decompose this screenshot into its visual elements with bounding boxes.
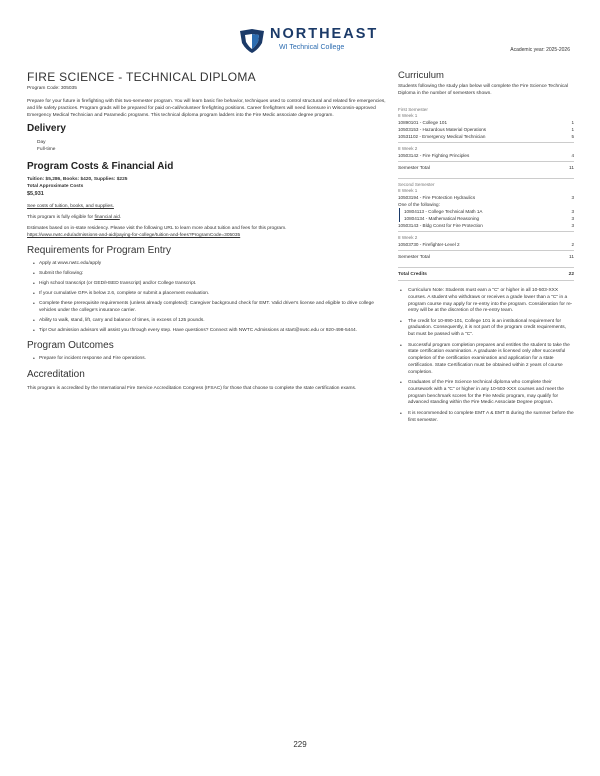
list-item: • Graduates of the Fire Science technical diploma who complete their coursework with a "C" or higher in any 10-503-XXX courses and meet the program benchmark scores for the Fire Medic program, may qualify for advanced standing within the Fire Medic Associate Degree program. <box>398 380 574 407</box>
requirements-heading: Requirements for Program Entry <box>27 245 171 256</box>
list-item: • Curriculum Note: Students must earn a "C" or higher in all 10-503-XXX courses. A student who withdraws or receives a grade lower than a "C" in a program course may apply for re-entry into the program. Consideration for re-entry will be at the discretion of the re-entry team. <box>398 288 574 315</box>
list-item: • Successful program completion prepares and entitles the student to take the state certification examination. A graduate is licensed only after successful completion of the certification examination and application for a state certification. State Certification must be obtained within 2 years of course completion. <box>398 343 574 377</box>
list-item: • Apply at www.nwtc.edu/apply <box>33 261 391 268</box>
course-row: 10503194 - Fire Protection Hydraulics 3 <box>398 195 574 200</box>
course-row: 10503143 - Bldg Const for Fire Protection 3 <box>398 223 574 228</box>
curriculum-notes <box>398 288 574 424</box>
tuition-line: Tuition: $5,286, Books: $420, Supplies: $225 <box>27 177 128 182</box>
costs-heading: Program Costs & Financial Aid <box>27 161 174 172</box>
course-row: 10503153 - Hazardous Material Operations 1 <box>398 127 574 132</box>
delivery-list <box>37 139 391 153</box>
outcomes-list <box>33 356 391 363</box>
course-row: 10804134 - Mathematical Reasoning 3 <box>404 216 574 221</box>
total-costs-label: Total Approximate Costs <box>27 183 84 189</box>
left-column <box>27 70 391 392</box>
curriculum-intro: Students following the study plan below will complete the Fire Science Technical Diploma in the number of semesters shown. <box>398 84 569 96</box>
delivery-item: Full-time <box>37 147 56 152</box>
divider <box>398 267 574 268</box>
course-row: 10531102 - Emergency Medical Technician 5 <box>398 134 574 139</box>
list-item: • Submit the following: <box>33 271 391 278</box>
college-logo <box>238 26 388 56</box>
delivery-heading: Delivery <box>27 123 66 134</box>
program-description: Prepare for your future in firefighting with this two-semester program. You will learn basic fire behavior, techniques used to control structural and related fire emergencies, and life safety practices. Program grads will be prepared for paid on-call/volunteer firefighting positions. Career firefighters will need licensure in Wisconsin-approved Emergency Medical Technician and Paramedic programs. This technical diploma program ladders into the Fire Medic associate degree program. <box>27 99 386 118</box>
see-costs-link[interactable]: See costs of tuition, books, and supplies. <box>27 204 114 209</box>
logo-main-text: NORTHEAST <box>270 26 379 42</box>
semester-total-row: Semester Total 11 <box>398 255 574 260</box>
list-item: • Prepare for incident response and Fire operations. <box>33 356 391 363</box>
page-header <box>0 0 600 64</box>
second-semester-title: Second Semester <box>398 182 435 187</box>
semester-total-row: Semester Total 11 <box>398 166 574 171</box>
course-row: 10890101 - College 101 1 <box>398 120 574 125</box>
divider <box>398 178 574 179</box>
right-column <box>398 70 574 428</box>
accreditation-heading: Accreditation <box>27 368 85 380</box>
choice-group <box>399 208 574 222</box>
list-item: • High school transcript (or GED/HSED transcript) and/or College transcript. <box>33 281 391 288</box>
week-label: 8 Week 2 <box>398 146 418 151</box>
divider <box>398 142 574 143</box>
course-row: 10804113 - College Technical Math 1A 3 <box>404 209 574 214</box>
divider <box>398 231 574 232</box>
financial-aid-text: This program is fully eligible for financial aid. <box>27 215 122 220</box>
divider <box>398 280 574 281</box>
list-item: • It is recommended to complete EMT A & EMT B during the summer before the first semester. <box>398 411 574 425</box>
delivery-item: Day <box>37 140 46 145</box>
tuition-url-link[interactable]: https://www.nwtc.edu/admissions-and-aid/paying-for-college/tuition-and-fees?ProgramCode=305035 <box>27 233 241 238</box>
divider <box>398 250 574 251</box>
choice-label: One of the following: <box>398 202 440 207</box>
divider <box>398 161 574 162</box>
week-label: 8 Week 1 <box>398 113 418 118</box>
list-item: • Tip! Our admission advisors will assist you through every step. Have questions? Connect with NWTC Admissions at start@nwtc.edu or 920-498-5444. <box>33 328 391 335</box>
total-credits-row: Total Credits 22 <box>398 272 574 277</box>
course-row: 10503730 - Firefighter-Level 2 2 <box>398 242 574 247</box>
page-title: FIRE SCIENCE - TECHNICAL DIPLOMA <box>27 70 256 84</box>
week-label: 8 Week 2 <box>398 235 418 240</box>
program-code: Program Code: 305035 <box>27 86 77 91</box>
accreditation-text: This program is accredited by the International Fire Service Accreditation Congress (IFSAC) for those that choose to complete the state certification exams. <box>27 385 357 391</box>
logo-sub-text: WI Technical College <box>279 44 345 51</box>
course-row: 10503142 - Fire Fighting Principles 4 <box>398 153 574 158</box>
list-item: • Complete these prerequisite requirements (unless already completed): Caregiver background check for EMT. Valid driver's license and eligible to drive college vehicles under the college's insurance carrier. <box>33 301 391 314</box>
outcomes-heading: Program Outcomes <box>27 340 114 351</box>
shield-logo-icon <box>238 28 266 54</box>
academic-year: Academic year: 2025-2026 <box>510 47 570 53</box>
curriculum-heading: Curriculum <box>398 70 444 81</box>
week-label: 8 Week 1 <box>398 188 418 193</box>
estimate-text: Estimates based on in-state residency. Please visit the following URL to learn more about tuition and fees for this program. <box>27 226 287 231</box>
page-number: 229 <box>293 740 307 749</box>
list-item: • The credit for 10-890-101, College 101 is an institutional requirement for graduation. Consequently, it is not part of the program credit requirements, but must be passed with a "C". <box>398 319 574 339</box>
requirements-list <box>33 261 391 334</box>
first-semester-title: First Semester <box>398 107 428 112</box>
financial-aid-link[interactable]: financial aid <box>94 215 120 220</box>
list-item: • Ability to walk, stand, lift, carry and balance of times, in excess of 125 pounds. <box>33 318 391 325</box>
total-costs-value: $5,931 <box>27 191 44 197</box>
list-item: • If your cumulative GPA is below 2.6, complete or submit a placement evaluation. <box>33 291 391 298</box>
